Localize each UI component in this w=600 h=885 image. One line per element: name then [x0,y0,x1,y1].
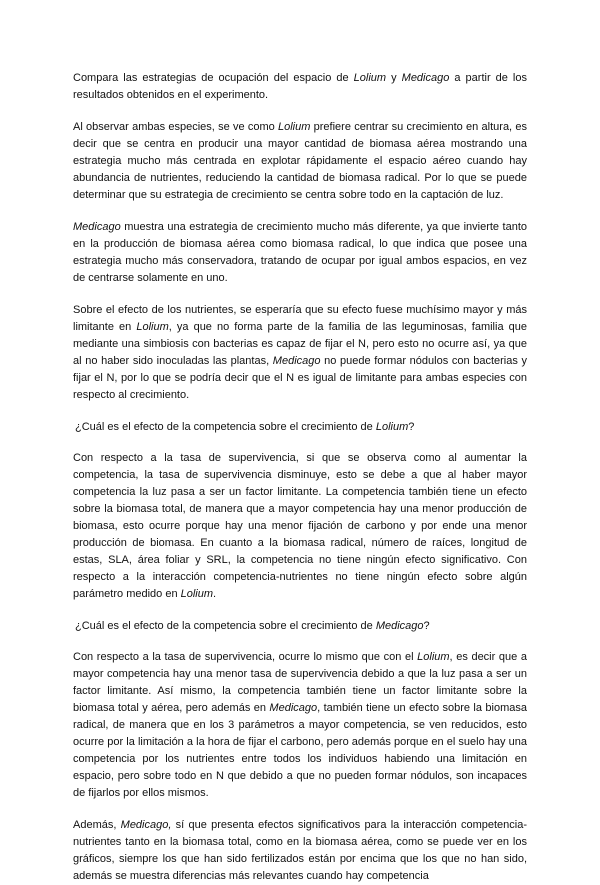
text-segment: ¿Cuál es el efecto de la competencia sobre el crecimiento de [75,620,376,632]
lolium-strategy-paragraph [73,119,527,204]
text-segment: a partir de los resultados obtenidos en el experimento. [73,72,527,101]
lolium-competition-question [73,419,527,436]
text-segment: y [386,72,402,84]
text-segment: Con respecto a la tasa de supervivencia, si que se observa como al aumentar la competencia, la tasa de supervivencia disminuye, esto se debe a que al haber mayor competencia la luz pasa a ser un factor limitante. La competencia también tiene un efecto sobre la biomasa total, de manera que a mayor competencia hay una menor producción de biomasa, esto ocurre porque hay una menor fijación de carbono y por ende una menor producción de biomasa. En cuanto a la biomasa radical, número de raíces, longitud de estas, SLA, área foliar y SRL, la competencia no tiene ningún efecto significativo. Con respecto a la interacción competencia-nutrientes no tiene ningún efecto sobre algún parámetro medido en [73,452,527,600]
text-segment: ? [408,421,415,433]
text-segment: sí que presenta efectos significativos para la interacción competencia-nutrientes tanto en la biomasa total, como en la biomasa aérea, como se puede ver en los gráficos, siempre los que han sido fertilizados están por encima que los que no han sido, además se muestra diferencias más relevantes cuando hay competencia [73,819,527,882]
text-segment: , también tiene un efecto sobre la biomasa radical, de manera que en los 3 parámetros a mayor competencia, se ven reducidos, esto ocurre por la limitación a la hora de fijar el carbono, pero además porque en el suelo hay una competencia por los nutrientes entre todos los individuos habiendo una limitación en espacio, pero sobre todo en N que debido a que no pueden formar nódulos, son incapaces de fijarlos por ellos mismos. [73,702,527,799]
text-segment: Con respecto a la tasa de supervivencia, ocurre lo mismo que con el [73,651,418,663]
text-segment: Sobre el efecto de los nutrientes, se esperaría que su efecto fuese muchísimo mayor y más limitante en [73,304,527,333]
text-segment: , ya que no forma parte de la familia de las leguminosas, familia que mediante una simbiosis con bacterias es capaz de fijar el N, pero esto no ocurre así, ya que al no haber sido inoculadas las plantas, [73,321,527,367]
species-name: Lolium [353,72,387,84]
species-name: Lolium [375,421,409,433]
medicago-competition-question [73,618,527,635]
species-name: Medicago, [120,819,172,831]
text-segment: Además, [73,819,121,831]
nutrients-effect-paragraph [73,302,527,404]
text-segment: muestra una estrategia de crecimiento mucho más diferente, ya que invierte tanto en la producción de biomasa aérea como biomasa radical, lo que indica que posee una estrategia mucho más conservadora, tratando de ocupar por igual ambos espacios, en vez de centrarse solamente en uno. [73,221,527,284]
species-name: Lolium [136,321,169,333]
medicago-strategy-paragraph [73,219,527,287]
species-name: Lolium [417,651,450,663]
medicago-interaction-paragraph [73,817,527,885]
species-name: Medicago [269,702,318,714]
species-name: Medicago [73,221,121,233]
species-name: Medicago [375,620,424,632]
text-segment: prefiere centrar su crecimiento en altura, es decir que se centra en producir una mayor cantidad de biomasa aérea mostrando una estrategia mucho más centrada en explotar rápidamente el espacio aéreo cuando hay abundancia de nutrientes, reduciendo la cantidad de biomasa radical. Por lo que se puede determinar que su estrategia de crecimiento se centra sobre todo en la captación de luz. [73,121,527,201]
species-name: Lolium [277,121,311,133]
species-name: Medicago [272,355,321,367]
text-segment: Compara las estrategias de ocupación del espacio de [73,72,354,84]
text-segment: . [213,588,217,600]
lolium-competition-answer [73,450,527,603]
intro-question-paragraph [73,70,527,104]
text-segment: Al observar ambas especies, se ve como [73,121,278,133]
text-segment: no puede formar nódulos con bacterias y fijar el N, por lo que se podría decir que el N es igual de limitante para ambas especies con respecto al crecimiento. [73,355,528,401]
text-segment: ¿Cuál es el efecto de la competencia sobre el crecimiento de [75,421,376,433]
species-name: Lolium [180,588,214,600]
species-name: Medicago [401,72,450,84]
text-segment: , es decir que a mayor competencia hay una menor tasa de supervivencia debido a que la luz pasa a ser un factor limitante. Así mismo, la competencia también tiene un factor limitante sobre la biomasa total y aérea, pero además en [73,651,527,714]
text-segment: ? [423,620,430,632]
medicago-competition-answer [73,649,527,802]
